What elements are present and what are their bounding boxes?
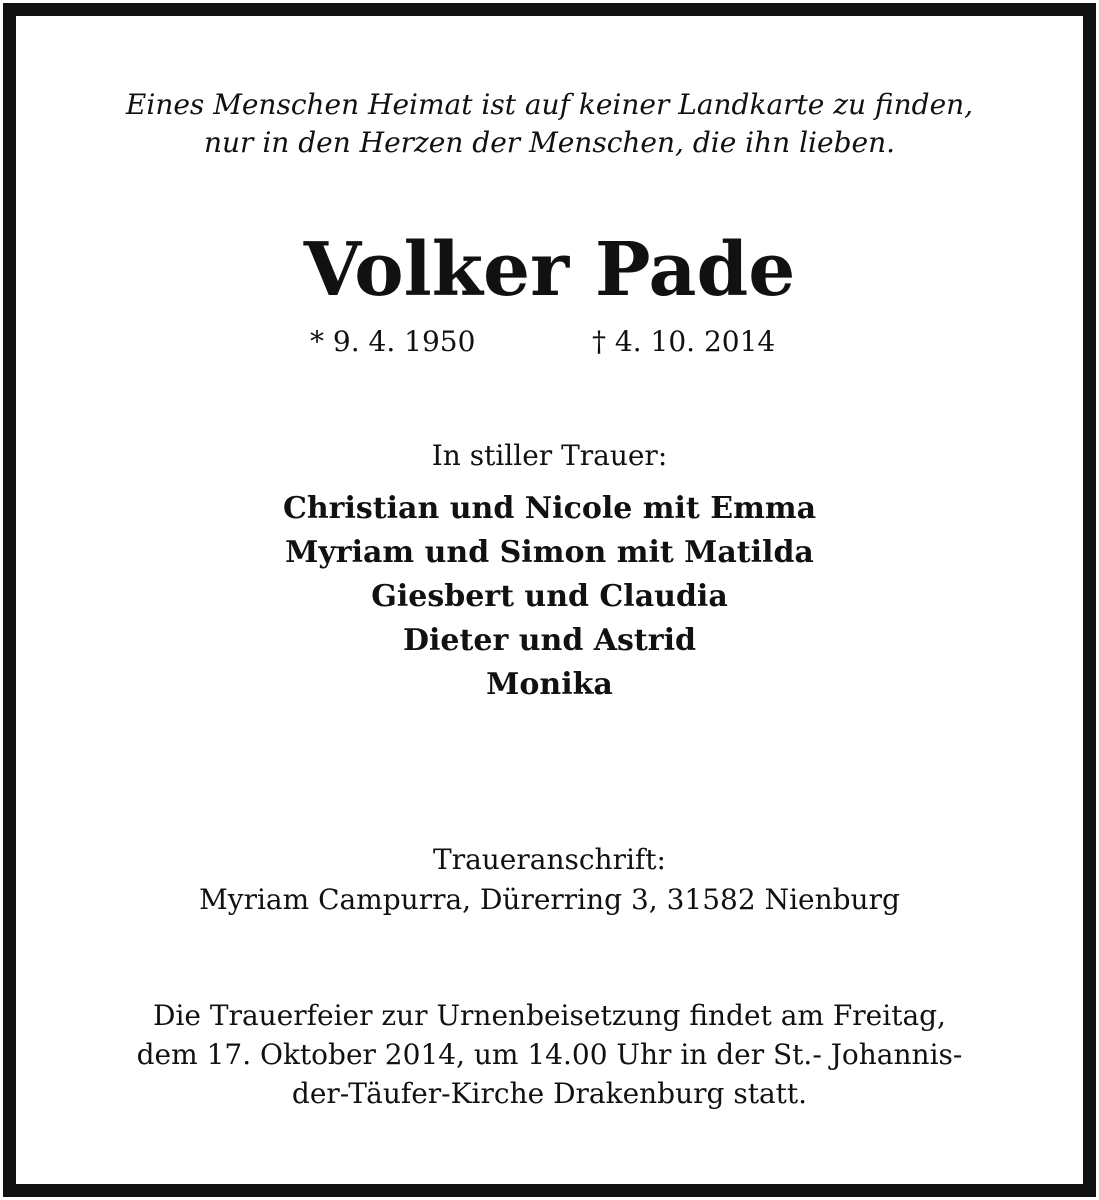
- mourner-entry: Giesbert und Claudia: [371, 579, 728, 614]
- mourners-list: [0, 487, 1099, 707]
- birth-date: * 9. 4. 1950: [310, 325, 476, 358]
- mourner-entry: Myriam und Simon mit Matilda: [285, 535, 814, 570]
- service-line-2: dem 17. Oktober 2014, um 14.00 Uhr in der St.- Johannis-: [136, 1038, 963, 1071]
- mourning-address: Myriam Campurra, Dürerring 3, 31582 Nienburg: [199, 883, 900, 916]
- memorial-quote: [0, 86, 1099, 162]
- quote-line-1: Eines Menschen Heimat ist auf keiner Landkarte zu finden,: [125, 88, 974, 121]
- address-label: Traueranschrift:: [433, 843, 666, 876]
- death-date: † 4. 10. 2014: [592, 325, 776, 358]
- service-line-1: Die Trauerfeier zur Urnenbeisetzung findet am Freitag,: [153, 999, 946, 1032]
- service-line-3: der-Täufer-Kirche Drakenburg statt.: [291, 1077, 808, 1110]
- funeral-service-notice: [0, 996, 1099, 1113]
- mourner-entry: Dieter und Astrid: [403, 623, 696, 658]
- deceased-name: Volker Pade: [303, 227, 796, 313]
- mourner-entry: Christian und Nicole mit Emma: [282, 491, 817, 526]
- mourning-intro: In stiller Trauer:: [431, 439, 668, 472]
- quote-line-2: nur in den Herzen der Menschen, die ihn lieben.: [203, 126, 896, 159]
- mourner-entry: Monika: [486, 667, 613, 702]
